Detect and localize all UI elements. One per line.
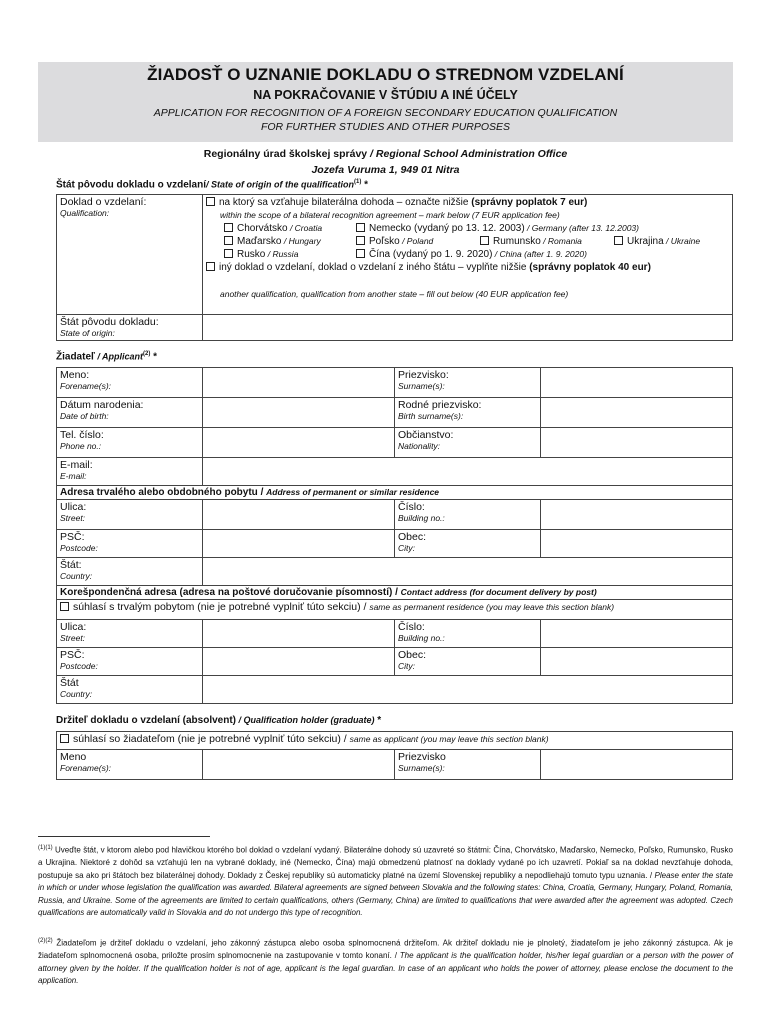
country-croatia[interactable] [224,222,356,235]
holder-surname-label-en: Surname(s): [398,763,445,773]
birth-surname-label-en: Birth surname(s): [398,411,464,421]
perm-street-input[interactable] [203,500,395,530]
qualification-table [56,194,733,341]
state-origin-label-cell [57,315,203,341]
country-croatia-en: / Croatia [287,223,323,233]
nationality-label-cell [395,428,541,458]
footnote-2 [38,935,733,988]
country-china[interactable] [356,249,587,260]
holder-same-checkbox[interactable] [60,734,69,743]
option-other-fee: (správny poplatok 40 eur) [529,262,651,273]
nationality-label: Občianstvo: [398,429,454,441]
country-romania[interactable] [480,235,614,248]
corr-postcode-input[interactable] [203,648,395,676]
footnote-2-sk: Žiadateľom je držiteľ dokladu o vzdelaní, jeho zákonný zástupca alebo osoba splnomocnená držiteľom. Ak držiteľ dokladu nie je plnoletý, žiadateľom je jeho zákonný zástupca. Ak je žiadateľom splnomocnená osoba, priložte prosím splnomocnenie na zastupovanie v tomto konaní. / [38,938,733,961]
permanent-address-title: Adresa trvalého alebo obdobného pobytu / [60,487,267,498]
country-hungary[interactable] [224,235,356,248]
corr-postcode-label: PSČ: [60,649,85,661]
qualification-options-cell [203,195,733,315]
holder-surname-label: Priezvisko [398,751,446,763]
perm-country-label-cell [57,558,203,586]
option-bilateral-label: na ktorý sa vzťahuje bilaterálna dohoda – označte nižšie [219,197,472,208]
perm-postcode-input[interactable] [203,530,395,558]
office-address [38,146,733,178]
required-star: * [374,715,382,726]
section-holder-title [56,715,381,726]
country-germany[interactable] [356,223,639,234]
country-ukraine-en: / Ukraine [663,236,701,246]
country-ukraine-label: Ukrajina [627,236,664,247]
country-russia-en: / Russia [265,249,299,259]
office-street: Jozefa Vuruma 1, 949 01 Nitra [311,164,460,176]
qualification-label-en: Qualification: [60,208,110,218]
corr-country-label-cell [57,676,203,704]
corr-postcode-label-cell [57,648,203,676]
croatia-checkbox[interactable] [224,223,233,232]
required-star: * [361,179,369,191]
contact-same-checkbox[interactable] [60,602,69,611]
state-origin-label-en: State of origin: [60,328,115,338]
corr-postcode-label-en: Postcode: [60,661,98,671]
forename-input[interactable] [203,368,395,398]
country-romania-en: / Romania [540,236,582,246]
corr-number-input[interactable] [541,620,733,648]
contact-same-option[interactable] [57,600,733,620]
perm-postcode-label-en: Postcode: [60,543,98,553]
phone-label-cell [57,428,203,458]
ukraine-checkbox[interactable] [614,236,623,245]
other-checkbox[interactable] [206,262,215,271]
form-header [38,62,733,142]
holder-same-label: súhlasí so žiadateľom (nie je potrebné vyplniť túto sekciu) / [73,733,350,745]
birthdate-input[interactable] [203,398,395,428]
footnote-separator [38,836,210,837]
forename-label-en: Forename(s): [60,381,112,391]
email-label-en: E-mail: [60,471,87,481]
phone-input[interactable] [203,428,395,458]
hungary-checkbox[interactable] [224,236,233,245]
footnote-1-mark: (1)(1) [38,845,53,851]
option-other-label-en: another qualification, qualification from another state – fill out below (40 EUR application fee) [220,289,569,299]
holder-same-option[interactable] [57,732,733,750]
country-poland-label: Poľsko [369,236,400,247]
contact-same-label-en: same as permanent residence (you may leave this section blank) [369,602,615,612]
corr-street-label: Ulica: [60,621,87,633]
birth-surname-input[interactable] [541,398,733,428]
country-russia[interactable] [224,248,356,261]
permanent-address-title-en: Address of permanent or similar residence [266,487,440,497]
form-title-en [38,106,733,134]
office-name: Regionálny úrad školskej správy [203,148,368,160]
corr-country-label: Štát [60,677,79,689]
surname-label-cell [395,368,541,398]
birth-surname-label: Rodné priezvisko: [398,399,482,411]
perm-postcode-label: PSČ: [60,531,85,543]
perm-city-input[interactable] [541,530,733,558]
germany-checkbox[interactable] [356,223,365,232]
holder-surname-input[interactable] [541,750,733,780]
forename-label-cell [57,368,203,398]
perm-city-label-en: City: [398,543,415,553]
surname-label-en: Surname(s): [398,381,445,391]
holder-table [56,731,733,780]
section-state-title-sk: Štát pôvodu dokladu o vzdelaní [56,179,207,191]
footnote-1-en: Please enter the state in which or under whose legislation the qualification was awarded. Bilateral agreements are signed between Slovakia and the following states: China, Croatia, Germany, Hungary, Poland, Romania, Russia, and Ukraine. Some of the agreements are limited to certain qualifications, others (Germany, China) are limited to qualifications that were awarded after the agreement was adopted. Czech qualifications are automatically valid in Slovakia and do not undergo this type of recognition. [38,870,734,918]
corr-street-input[interactable] [203,620,395,648]
perm-number-label: Číslo: [398,501,425,513]
corr-city-label-en: City: [398,661,415,671]
corr-street-label-cell [57,620,203,648]
birthdate-label-cell [57,398,203,428]
perm-country-input[interactable] [203,558,733,586]
form-title: ŽIADOSŤ O UZNANIE DOKLADU O STREDNOM VZDELANÍ [147,65,624,84]
perm-postcode-label-cell [57,530,203,558]
contact-same-label: súhlasí s trvalým pobytom (nie je potrebné vyplniť túto sekciu) / [73,601,370,613]
country-china-en: / China (after 1. 9. 2020) [492,249,587,259]
perm-street-label-cell [57,500,203,530]
contact-address-title-en: Contact address (for document delivery by post) [400,587,597,597]
corr-city-input[interactable] [541,648,733,676]
email-label: E-mail: [60,459,93,471]
corr-number-label: Číslo: [398,621,425,633]
country-romania-label: Rumunsko [493,236,541,247]
footnote-1-sk: Uveďte štát, v ktorom alebo pod hlavičkou ktorého bol doklad o vzdelaní vydaný. Bilaterálne dohody sú uzavreté so štátmi: Čína, Chorvátsko, Maďarsko, Nemecko, Poľsko, Rumunsko, Rusko a Ukrajina. Niektoré z dohôd sa vzťahujú len na vybrané doklady, iné (Nemecko, Čína) majú obmedzenú platnosť na doklady vydané po ich uzavretí. Pokiaľ sa na doklad nevzťahuje dohoda, postupuje sa ako pri štátoch bez bilaterálnej dohody. Doklady z Českej republiky sú automaticky platné na území Slovenskej republiky a nepodliehajú tomuto typu uznania. / [38,845,733,880]
birthdate-label: Dátum narodenia: [60,399,144,411]
required-star: * [150,351,158,363]
contact-address-bar [57,586,733,600]
holder-same-label-en: same as applicant (you may leave this section blank) [349,734,549,744]
footnote-ref-1: (1) [354,179,362,185]
china-checkbox[interactable] [356,249,365,258]
section-applicant-title-en: / Applicant [94,351,144,362]
perm-street-label: Ulica: [60,501,87,513]
perm-country-label-en: Country: [60,571,93,581]
contact-address-title: Korešpondenčná adresa (adresa na poštové doručovanie písomností) / [60,587,401,598]
section-applicant-title-sk: Žiadateľ [56,351,95,363]
perm-country-label: Štát: [60,559,82,571]
perm-city-label-cell [395,530,541,558]
country-germany-label: Nemecko (vydaný po 13. 12. 2003) [369,223,525,234]
option-bilateral-label-en: within the scope of a bilateral recognition agreement – mark below (7 EUR application fee) [220,210,560,220]
email-label-cell [57,458,203,486]
section-state-title [56,179,368,190]
country-croatia-label: Chorvátsko [237,223,288,234]
option-bilateral-fee: (správny poplatok 7 eur) [471,197,588,208]
footnote-2-en: The applicant is the qualification holder, his/her legal guardian or a person with the power of attorney given by the holder. If the qualification holder is not of age, applicant is the legal guardian. In case of an applicant who holds the power of attorney, please enclose the document to the application. [38,951,733,986]
country-hungary-en: / Hungary [281,236,321,246]
qualification-label-cell [57,195,203,315]
holder-forename-label: Meno [60,751,87,763]
birthdate-label-en: Date of birth: [60,411,109,421]
surname-input[interactable] [541,368,733,398]
country-germany-en: / Germany (after 13. 12.2003) [524,223,639,233]
forename-label: Meno: [60,369,90,381]
phone-label: Tel. číslo: [60,429,104,441]
footnote-ref-2: (2) [143,351,151,357]
holder-forename-input[interactable] [203,750,395,780]
nationality-input[interactable] [541,428,733,458]
perm-city-label: Obec: [398,531,427,543]
country-poland[interactable] [356,235,480,248]
footnote-2-mark: (2)(2) [38,938,53,944]
bilateral-checkbox[interactable] [206,197,215,206]
email-input[interactable] [203,458,733,486]
option-bilateral[interactable] [206,196,729,209]
form-title-en-line2: FOR FURTHER STUDIES AND OTHER PURPOSES [260,121,511,133]
corr-city-label: Obec: [398,649,427,661]
state-origin-label: Štát pôvodu dokladu: [60,316,159,328]
qualification-label: Doklad o vzdelaní: [60,196,147,208]
birth-surname-label-cell [395,398,541,428]
corr-street-label-en: Street: [60,633,86,643]
corr-country-label-en: Country: [60,689,93,699]
corr-country-input[interactable] [203,676,733,704]
corr-number-label-en: Building no.: [398,633,445,643]
form-subtitle: NA POKRAČOVANIE V ŠTÚDIU A INÉ ÚČELY [253,88,518,102]
phone-label-en: Phone no.: [60,441,102,451]
corr-number-label-cell [395,620,541,648]
russia-checkbox[interactable] [224,249,233,258]
form-title-en-line1: APPLICATION FOR RECOGNITION OF A FOREIGN SECONDARY EDUCATION QUALIFICATION [153,107,618,119]
perm-number-input[interactable] [541,500,733,530]
perm-number-label-en: Building no.: [398,513,445,523]
country-china-label: Čína (vydaný po 1. 9. 2020) [369,249,493,260]
country-russia-label: Rusko [237,249,266,260]
section-applicant-title [56,351,157,362]
applicant-table [56,367,733,704]
section-state-title-en: / State of origin of the qualification [206,179,355,190]
section-holder-title-sk: Držiteľ dokladu o vzdelaní (absolvent) [56,715,236,726]
holder-forename-label-cell [57,750,203,780]
country-hungary-label: Maďarsko [237,236,282,247]
nationality-label-en: Nationality: [398,441,441,451]
holder-surname-label-cell [395,750,541,780]
option-other[interactable] [206,261,729,274]
country-ukraine[interactable] [614,236,700,247]
country-poland-en: / Poland [399,236,434,246]
holder-forename-label-en: Forename(s): [60,763,112,773]
surname-label: Priezvisko: [398,369,449,381]
permanent-address-bar [57,486,733,500]
section-holder-title-en: / Qualification holder (graduate) [236,715,375,725]
option-other-label: iný doklad o vzdelaní, doklad o vzdelaní z iného štátu – vyplňte nižšie [219,262,530,273]
poland-checkbox[interactable] [356,236,365,245]
perm-number-label-cell [395,500,541,530]
romania-checkbox[interactable] [480,236,489,245]
state-origin-input[interactable] [203,315,733,341]
office-name-en: / Regional School Administration Office [367,148,568,160]
corr-city-label-cell [395,648,541,676]
footnote-1 [38,842,733,920]
perm-street-label-en: Street: [60,513,86,523]
